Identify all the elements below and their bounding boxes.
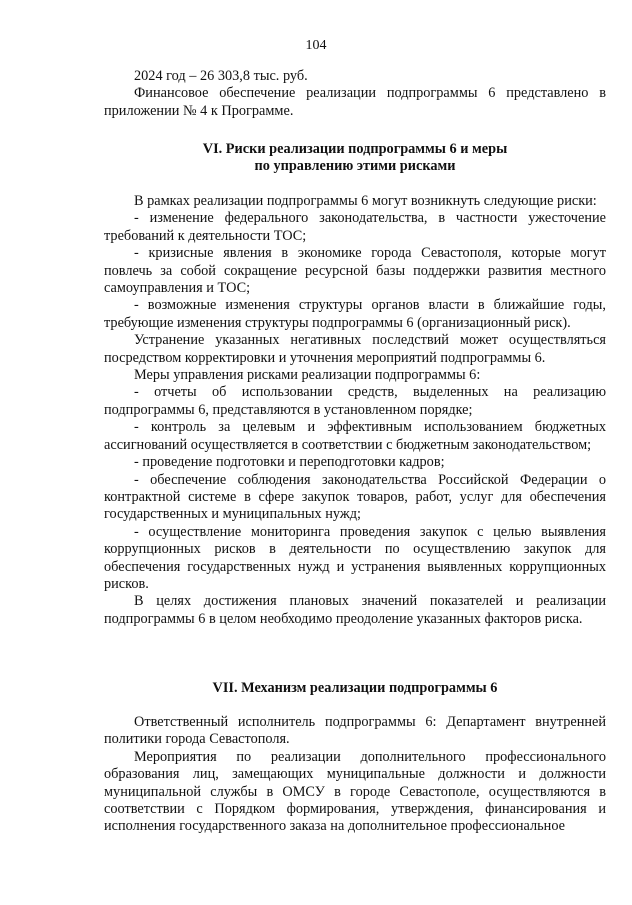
heading-line: VI. Риски реализации подпрограммы 6 и меры	[202, 141, 508, 157]
paragraph: Мероприятия по реализации дополнительного профессионального образования лиц, замещающих муниципальные должности и должности муниципальной службы в ОМСУ в городе Севастополе, осуществляются в соответствии с Порядком формирования, утверждения, финансирования и исполнения государственного заказа на дополнительное профессиональное	[104, 748, 606, 835]
section-6-body	[104, 193, 606, 628]
paragraph: В рамках реализации подпрограммы 6 могут возникнуть следующие риски:	[134, 193, 597, 209]
list-item: - возможные изменения структуры органов власти в ближайшие годы, требующие изменения структуры подпрограммы 6 (организационный риск).	[104, 297, 606, 331]
paragraph: Финансовое обеспечение реализации подпрограммы 6 представлено в приложении № 4 к Программе.	[104, 85, 606, 119]
section-7-body	[104, 714, 606, 836]
page-number: 104	[305, 38, 327, 53]
paragraph: Меры управления рисками реализации подпрограммы 6:	[134, 367, 481, 384]
list-item: - контроль за целевым и эффективным использованием бюджетных ассигнований осуществляется в соответствии с бюджетным законодательством;	[104, 419, 606, 453]
list-item: - отчеты об использовании средств, выделенных на реализацию подпрограммы 6, представляются в установленном порядке;	[104, 384, 606, 418]
list-item: - проведение подготовки и переподготовки кадров;	[134, 454, 445, 471]
section-6-heading	[104, 141, 606, 176]
list-item: - осуществление мониторинга проведения закупок с целью выявления коррупционных рисков в деятельности по осуществлению закупок для обеспечения государственных нужд и устранения выявленных коррупционных рисков.	[104, 523, 606, 592]
paragraph: Устранение указанных негативных последствий может осуществляться посредством корректировки и уточнения мероприятий подпрограммы 6.	[104, 332, 606, 366]
heading-line: VII. Механизм реализации подпрограммы 6	[212, 680, 498, 696]
paragraph: Ответственный исполнитель подпрограммы 6: Департамент внутренней политики города Севастополя.	[104, 714, 606, 748]
heading-line: по управлению этими рисками	[254, 158, 456, 175]
paragraph: В целях достижения плановых значений показателей и реализации подпрограммы 6 в целом необходимо преодоление указанных факторов риска.	[104, 593, 606, 627]
intro-block	[104, 68, 606, 120]
section-7-heading	[104, 680, 606, 697]
list-item: - обеспечение соблюдения законодательства Российской Федерации о контрактной системе в сфере закупок товаров, работ, услуг для обеспечения государственных и муниципальных нужд;	[104, 471, 606, 523]
list-item: - изменение федерального законодательства, в частности ужесточение требований к деятельности ТОС;	[104, 210, 606, 244]
list-item: - кризисные явления в экономике города Севастополя, которые могут повлечь за собой сокращение ресурсной базы поддержки развития местного самоуправления и ТОС;	[104, 245, 606, 297]
paragraph: 2024 год – 26 303,8 тыс. руб.	[134, 68, 308, 84]
